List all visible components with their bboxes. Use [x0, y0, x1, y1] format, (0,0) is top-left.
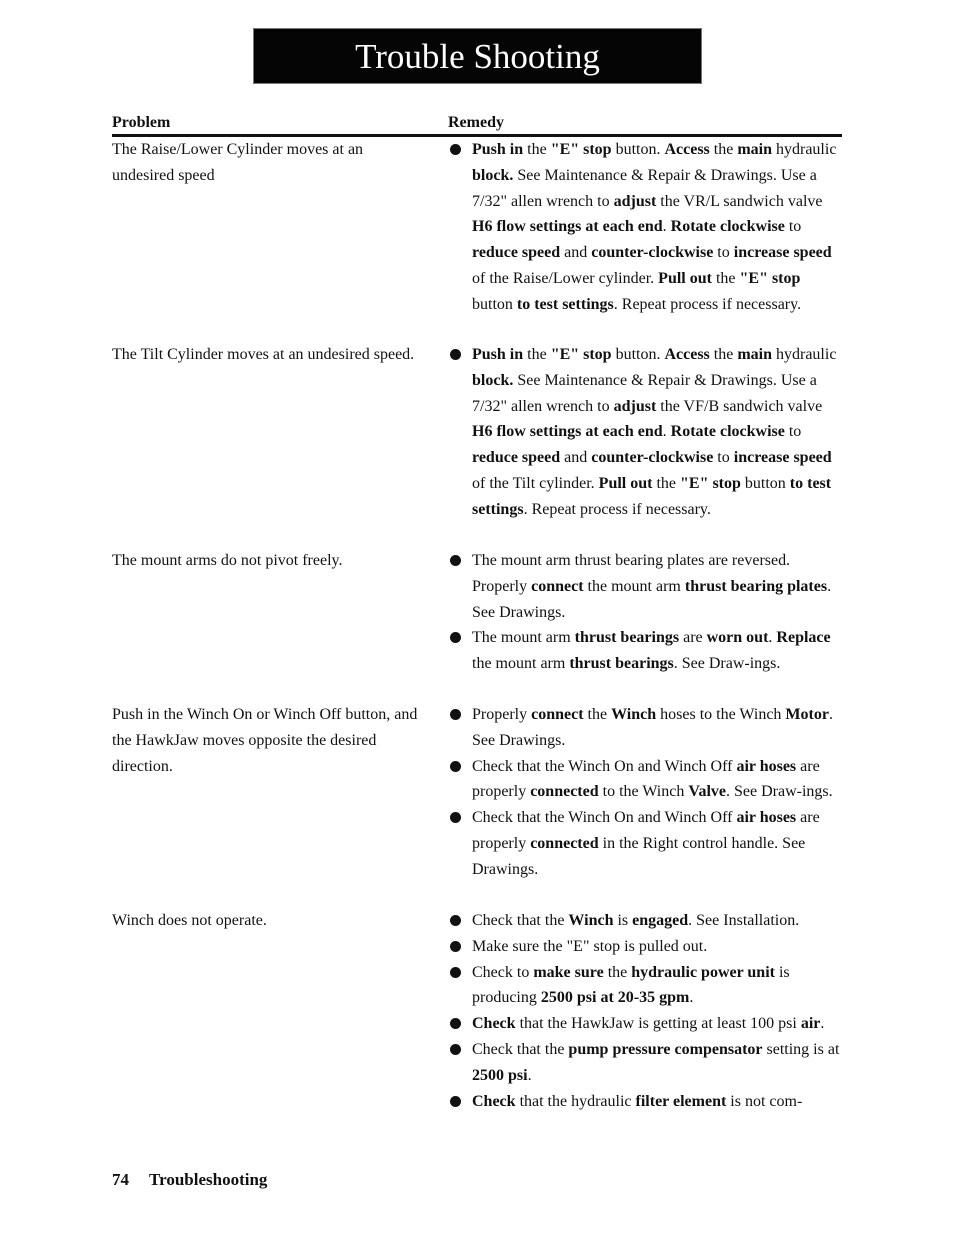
remedy-text: the VR/L sandwich valve: [656, 192, 823, 210]
remedy-bold-text: H6 flow settings at each end: [472, 423, 663, 441]
remedy-list-winch-inoperative: [448, 908, 844, 1114]
remedy-text: Check that the Winch On and Winch Off: [472, 757, 737, 775]
remedy-text: that the HawkJaw is getting at least 100 psi: [515, 1015, 801, 1033]
remedy-text: button.: [611, 346, 665, 363]
remedy-bold-text: counter-clockwise: [591, 244, 714, 262]
remedy-text: are: [679, 629, 707, 647]
remedy-bold-text: Check: [472, 1015, 516, 1033]
remedy-bold-text: worn out: [706, 629, 769, 647]
remedy-bold-text: hydraulic power unit: [631, 963, 775, 981]
remedy-bold-text: air: [800, 1015, 821, 1033]
remedy-text: is not com-: [726, 1092, 803, 1110]
remedy-text: and: [560, 449, 592, 467]
remedy-bold-text: pump pressure compensator: [568, 1040, 763, 1058]
remedy-text: . See Draw-ings.: [673, 655, 781, 673]
remedy-text: button: [740, 474, 790, 492]
remedy-bold-text: Replace: [776, 629, 831, 647]
page-title-bar: [253, 28, 702, 84]
remedy-bold-text: main: [737, 346, 772, 363]
remedy-list-mount-arms: [448, 548, 844, 677]
remedy-text: hydraulic: [772, 346, 837, 363]
remedy-text: in the Right control handle. See Drawings.: [472, 834, 806, 878]
remedy-text: See Maintenance & Repair & Drawings. Use a 7/32" allen wrench to: [472, 166, 817, 210]
remedy-bold-text: Check: [472, 1092, 516, 1110]
problem-text-tilt: The Tilt Cylinder moves at an undesired speed.: [112, 346, 415, 363]
remedy-text: The mount arm thrust bearing plates are reversed. Properly: [472, 552, 791, 595]
remedy-text: to the Winch: [598, 783, 689, 801]
remedy-text: Properly: [472, 706, 532, 723]
remedy-item: [448, 960, 844, 1012]
remedy-text: the mount arm: [472, 655, 570, 673]
remedy-text: . Repeat process if necessary.: [613, 295, 802, 313]
remedy-bold-text: Push in: [472, 346, 524, 363]
remedy-bold-text: Rotate clockwise: [670, 423, 785, 441]
problem-text-winch-inoperative: Winch does not operate.: [112, 912, 267, 929]
remedy-text: the mount arm: [583, 577, 685, 595]
remedy-bold-text: Access: [664, 141, 710, 158]
remedy-text: the: [709, 346, 738, 363]
remedy-text: the: [711, 269, 740, 287]
remedy-bold-text: thrust bearings: [569, 655, 674, 673]
remedy-text: Check to: [472, 963, 534, 981]
remedy-text: the: [583, 706, 612, 723]
remedy-bold-text: to test settings: [516, 295, 614, 313]
remedy-bold-text: "E" stop: [739, 269, 801, 287]
remedy-text: .: [662, 218, 671, 236]
remedy-text: the: [709, 141, 738, 158]
remedy-bold-text: "E" stop: [550, 141, 612, 158]
remedy-text: button: [472, 295, 517, 313]
remedy-bold-text: "E" stop: [680, 474, 741, 492]
remedy-text: hoses to the Winch: [656, 706, 786, 723]
remedy-text: hydraulic: [772, 141, 837, 158]
remedy-bold-text: Push in: [472, 141, 524, 158]
remedy-item: [448, 137, 844, 318]
remedy-bold-text: reduce speed: [472, 449, 561, 467]
remedy-text: the: [523, 141, 551, 158]
remedy-item: [448, 1037, 844, 1089]
remedy-text: The mount arm: [472, 629, 575, 647]
remedy-text: . See Drawings.: [472, 706, 833, 749]
remedy-text: is: [613, 912, 633, 929]
remedy-item: [448, 754, 844, 806]
remedy-bold-text: connected: [530, 783, 599, 801]
remedy-text: .: [768, 629, 777, 647]
remedy-text: that the hydraulic: [515, 1092, 636, 1110]
remedy-text: of the Raise/Lower cylinder.: [472, 269, 659, 287]
problem-text-winch-direction: Push in the Winch On or Winch Off button, and the HawkJaw moves opposite the desired direction.: [112, 706, 418, 775]
page-title: Trouble Shooting: [355, 36, 600, 76]
remedy-text: Check that the: [472, 1040, 569, 1058]
remedy-bold-text: thrust bearing plates: [684, 577, 828, 595]
remedy-bold-text: block.: [472, 166, 514, 184]
remedy-bold-text: increase speed: [733, 449, 832, 467]
remedy-item: [448, 908, 844, 934]
remedy-text: . See Drawings.: [472, 577, 832, 621]
page-footer: [112, 1170, 267, 1190]
remedy-list-raise-lower: [448, 137, 844, 318]
remedy-text: are properly: [472, 757, 820, 801]
remedy-text: of the Tilt cylinder.: [472, 474, 599, 492]
remedy-bold-text: connect: [531, 706, 584, 723]
remedy-bold-text: connect: [531, 577, 584, 595]
problem-column-header: Problem: [112, 114, 171, 131]
remedy-text: to: [713, 244, 734, 262]
remedy-text: to: [784, 423, 802, 441]
remedy-item: [448, 548, 844, 625]
remedy-item: [448, 1011, 844, 1037]
remedy-bold-text: engaged: [632, 912, 689, 929]
remedy-text: and: [560, 244, 592, 262]
remedy-bold-text: Access: [664, 346, 710, 363]
remedy-text: . See Installation.: [688, 912, 800, 929]
remedy-bold-text: Pull out: [598, 474, 653, 492]
remedy-bold-text: thrust bearings: [574, 629, 680, 647]
remedy-text: . Repeat process if necessary.: [523, 500, 711, 518]
remedy-item: [448, 625, 844, 677]
remedy-bold-text: make sure: [533, 963, 604, 981]
remedy-list-tilt: [448, 342, 844, 523]
remedy-bold-text: increase speed: [733, 244, 832, 262]
remedy-bold-text: Rotate clockwise: [670, 218, 785, 236]
remedy-text: the: [603, 963, 632, 981]
remedy-bold-text: "E" stop: [550, 346, 612, 363]
remedy-item: [448, 805, 844, 882]
remedy-bold-text: Valve: [688, 783, 726, 801]
remedy-text: Check that the Winch On and Winch Off: [472, 809, 737, 827]
remedy-bold-text: air hoses: [736, 809, 797, 827]
remedy-text: Make sure the "E" stop is pulled out.: [472, 937, 708, 955]
remedy-text: Check that the: [472, 912, 569, 929]
remedy-bold-text: 2500 psi: [472, 1066, 528, 1084]
remedy-text: setting is at: [762, 1040, 840, 1058]
remedy-bold-text: connected: [530, 834, 599, 852]
remedy-bold-text: Winch: [568, 912, 614, 929]
remedy-text: .: [527, 1066, 532, 1084]
remedy-text: to: [784, 218, 802, 236]
remedy-text: .: [662, 423, 671, 441]
remedy-text: .: [689, 989, 694, 1007]
remedy-text: .: [820, 1015, 825, 1033]
remedy-text: . See Draw-ings.: [726, 783, 833, 801]
remedy-bold-text: adjust: [613, 397, 657, 415]
problem-text-raise-lower: The Raise/Lower Cylinder moves at an undesired speed: [112, 141, 364, 184]
remedy-item: [448, 342, 844, 523]
footer-section: Troubleshooting: [149, 1170, 268, 1189]
page-number: 74: [112, 1170, 129, 1189]
remedy-bold-text: reduce speed: [472, 244, 561, 262]
remedy-text: the: [652, 474, 681, 492]
problem-text-mount-arms: The mount arms do not pivot freely.: [112, 552, 343, 569]
remedy-item: [448, 934, 844, 960]
remedy-item: [448, 702, 844, 754]
remedy-bold-text: main: [737, 141, 772, 158]
remedy-bold-text: 2500 psi at 20-35 gpm: [540, 989, 690, 1007]
remedy-bold-text: Winch: [611, 706, 657, 723]
remedy-bold-text: Motor: [785, 706, 829, 723]
remedy-list-winch-direction: [448, 702, 844, 883]
remedy-bold-text: filter element: [635, 1092, 727, 1110]
remedy-text: are properly: [472, 809, 820, 852]
remedy-bold-text: block.: [472, 371, 514, 389]
remedy-text: the: [523, 346, 551, 363]
remedy-text: the VF/B sandwich valve: [656, 397, 823, 415]
remedy-item: [448, 1089, 844, 1115]
remedy-text: button.: [611, 141, 665, 158]
remedy-bold-text: H6 flow settings at each end: [472, 218, 663, 236]
remedy-text: See Maintenance & Repair & Drawings. Use a 7/32" allen wrench to: [472, 371, 817, 415]
remedy-bold-text: adjust: [613, 192, 657, 210]
remedy-bold-text: Pull out: [658, 269, 712, 287]
remedy-bold-text: air hoses: [736, 757, 797, 775]
remedy-bold-text: to test settings: [472, 474, 832, 518]
remedy-text: is producing: [472, 963, 790, 1007]
remedy-column-header: Remedy: [448, 114, 504, 131]
remedy-text: to: [713, 449, 734, 467]
remedy-bold-text: counter-clockwise: [591, 449, 714, 467]
